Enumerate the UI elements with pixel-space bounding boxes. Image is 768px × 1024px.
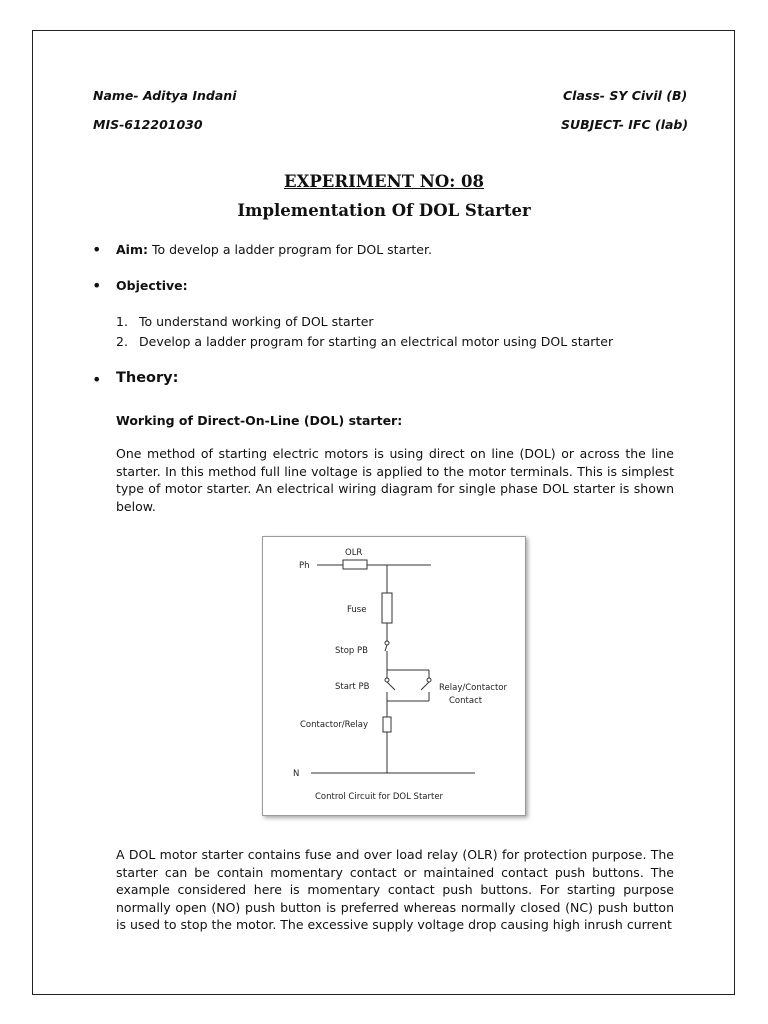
objective-item-2-text: Develop a ladder program for starting an electrical motor using DOL starter <box>139 334 614 349</box>
theory-paragraph-2: A DOL motor starter contains fuse and over load relay (OLR) for protection purpose. The starter can be contain momentary contact or maintained contact push buttons. The example considered here is momentary contact push buttons. For starting purpose normally open (NO) push button is preferred whereas normally closed (NC) push button is used to stop the motor. The excessive supply voltage drop causing high inrush current <box>116 847 674 932</box>
relay-contact-symbol <box>421 682 429 690</box>
fuse-label: Fuse <box>347 605 367 615</box>
olr-symbol <box>343 560 367 569</box>
objective-bullet: • <box>92 276 102 295</box>
subject: SUBJECT- IFC (lab) <box>561 117 689 132</box>
dol-circuit-diagram <box>262 536 526 816</box>
stop-pb-symbol <box>385 645 387 651</box>
dol-circuit-svg <box>263 537 525 815</box>
objective-label: Objective: <box>116 278 188 293</box>
contactor-relay-label: Contactor/Relay <box>300 720 368 730</box>
aim-bullet: • <box>92 240 102 259</box>
experiment-subtitle: Implementation Of DOL Starter <box>237 201 531 220</box>
aim-line <box>116 241 432 259</box>
student-class: Class- SY Civil (B) <box>563 88 688 103</box>
theory-bullet: • <box>92 370 102 389</box>
experiment-title: EXPERIMENT NO: 08 <box>284 172 484 191</box>
objective-item-1-num: 1. <box>116 314 128 329</box>
olr-label: OLR <box>345 548 363 558</box>
start-pb-symbol <box>387 682 395 690</box>
fuse-symbol <box>382 593 392 623</box>
contactor-coil-symbol <box>383 717 391 732</box>
relay-contact-label-2: Contact <box>449 696 483 706</box>
student-name: Name- Aditya Indani <box>93 88 237 103</box>
theory-label: Theory: <box>116 370 179 386</box>
objective-item-2-num: 2. <box>116 334 128 349</box>
relay-contact-label-1: Relay/Contactor <box>439 683 507 693</box>
start-pb-label: Start PB <box>335 682 370 692</box>
student-mis: MIS-612201030 <box>93 117 203 132</box>
n-label: N <box>293 769 300 779</box>
theory-subheading: Working of Direct-On-Line (DOL) starter: <box>116 413 403 428</box>
aim-label: Aim: <box>116 242 148 257</box>
stop-pb-label: Stop PB <box>335 646 368 656</box>
diagram-caption: Control Circuit for DOL Starter <box>315 792 444 802</box>
theory-paragraph-1: One method of starting electric motors is using direct on line (DOL) or across the line starter. In this method full line voltage is applied to the motor terminals. This is simplest type of motor starter. An electrical wiring diagram for single phase DOL starter is shown below. <box>116 446 674 514</box>
aim-text: To develop a ladder program for DOL starter. <box>151 242 432 257</box>
ph-label: Ph <box>299 561 310 571</box>
objective-item-1-text: To understand working of DOL starter <box>139 314 374 329</box>
